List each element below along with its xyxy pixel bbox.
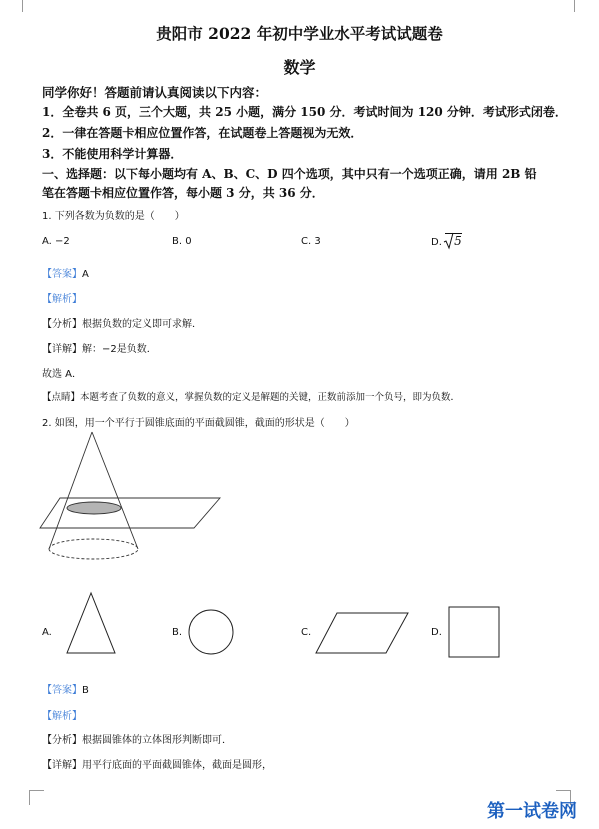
q1-dianjing	[42, 389, 460, 403]
q1-fenxi	[42, 315, 202, 330]
q2-option-a-label: A.	[42, 627, 52, 638]
q2-stem: 2. 如图，用一个平行于圆锥底面的平面截圆锥，截面的形状是（ ）	[42, 418, 355, 429]
q2-xiangjie	[42, 756, 272, 771]
cross-section-ellipse	[67, 502, 121, 514]
crop-mark-top-left	[22, 0, 23, 12]
q1-analysis-tag: 【解析】	[42, 294, 82, 305]
instruction-item-2: 2．一律在答题卡相应位置作答，在试题卷上答题视为无效．	[42, 126, 363, 140]
answer-value: A	[82, 269, 89, 280]
q1-option-b: B. 0	[172, 236, 192, 247]
dianjing-text: 本题考查了负数的意义，掌握负数的定义是解题的关键，正数前添加一个负号，即为负数．	[80, 392, 461, 403]
xiangjie-text: 用平行底面的平面截圆锥体，截面是圆形，	[82, 760, 272, 771]
q1-option-d-label: D.	[431, 237, 446, 248]
fenxi-tag: 【分析】	[42, 319, 82, 330]
answer-tag: 【答案】	[42, 269, 82, 280]
answer-tag: 【答案】	[42, 685, 82, 696]
cutting-plane	[40, 498, 220, 528]
xiangjie-tag: 【详解】	[42, 760, 82, 771]
sqrt-symbol	[445, 233, 462, 248]
cone-left-side	[49, 432, 92, 549]
fenxi-text: 根据负数的定义即可求解．	[82, 319, 202, 330]
q1-xiangjie	[42, 340, 157, 355]
q1-conclusion: 故选 A．	[42, 369, 83, 380]
q2-option-c-label: C.	[301, 627, 312, 638]
q1-option-d-radicand: 5	[454, 234, 462, 248]
q1-answer	[42, 265, 89, 280]
answer-value: B	[82, 685, 89, 696]
q1-option-c: C. 3	[301, 236, 321, 247]
cone-base-back	[49, 539, 138, 549]
xiangjie-text: 解：−2是负数．	[82, 344, 157, 355]
circle-shape-icon	[188, 609, 234, 655]
triangle-shape-icon	[66, 592, 116, 654]
parallelogram-shape-icon	[315, 612, 410, 654]
dianjing-tag: 【点睛】	[42, 392, 81, 403]
fenxi-text: 根据圆锥体的立体图形判断即可．	[82, 735, 232, 746]
section-heading-line1: 一、选择题：以下每小题均有 A、B、C、D 四个选项，其中只有一个选项正确，请用 2B 铅	[42, 167, 537, 181]
square-shape-icon	[448, 606, 500, 658]
q1-option-d	[431, 233, 462, 248]
radical-sign-icon	[444, 233, 454, 249]
instruction-item-3: 3．不能使用科学计算器．	[42, 147, 183, 161]
xiangjie-tag: 【详解】	[42, 344, 82, 355]
cone-cut-by-plane-figure	[42, 432, 202, 572]
q2-analysis-tag: 【解析】	[42, 711, 82, 722]
q1-stem: 1. 下列各数为负数的是（ ）	[42, 211, 185, 222]
cone-base-front	[49, 549, 138, 559]
q2-option-b-label: B.	[172, 627, 183, 638]
crop-mark-bottom-left	[29, 790, 44, 805]
subject-title: 数学	[283, 58, 316, 77]
q2-answer	[42, 681, 89, 696]
exam-title: 贵阳市 2022 年初中学业水平考试试题卷	[156, 24, 443, 43]
instruction-item-1: 1．全卷共 6 页，三个大题，共 25 小题，满分 150 分．考试时间为 120 分钟．考试形式闭卷．	[42, 105, 567, 119]
watermark-logo: 第一试卷网	[487, 801, 577, 822]
section-heading-line2: 笔在答题卡相应位置作答，每小题 3 分，共 36 分．	[42, 186, 324, 200]
q2-option-d-label: D.	[431, 627, 442, 638]
crop-mark-top-right	[574, 0, 575, 12]
fenxi-tag: 【分析】	[42, 735, 82, 746]
q1-option-a: A. −2	[42, 236, 70, 247]
q2-fenxi	[42, 731, 232, 746]
instructions-greeting: 同学你好！答题前请认真阅读以下内容：	[42, 85, 268, 100]
cone-right-side	[92, 432, 138, 549]
